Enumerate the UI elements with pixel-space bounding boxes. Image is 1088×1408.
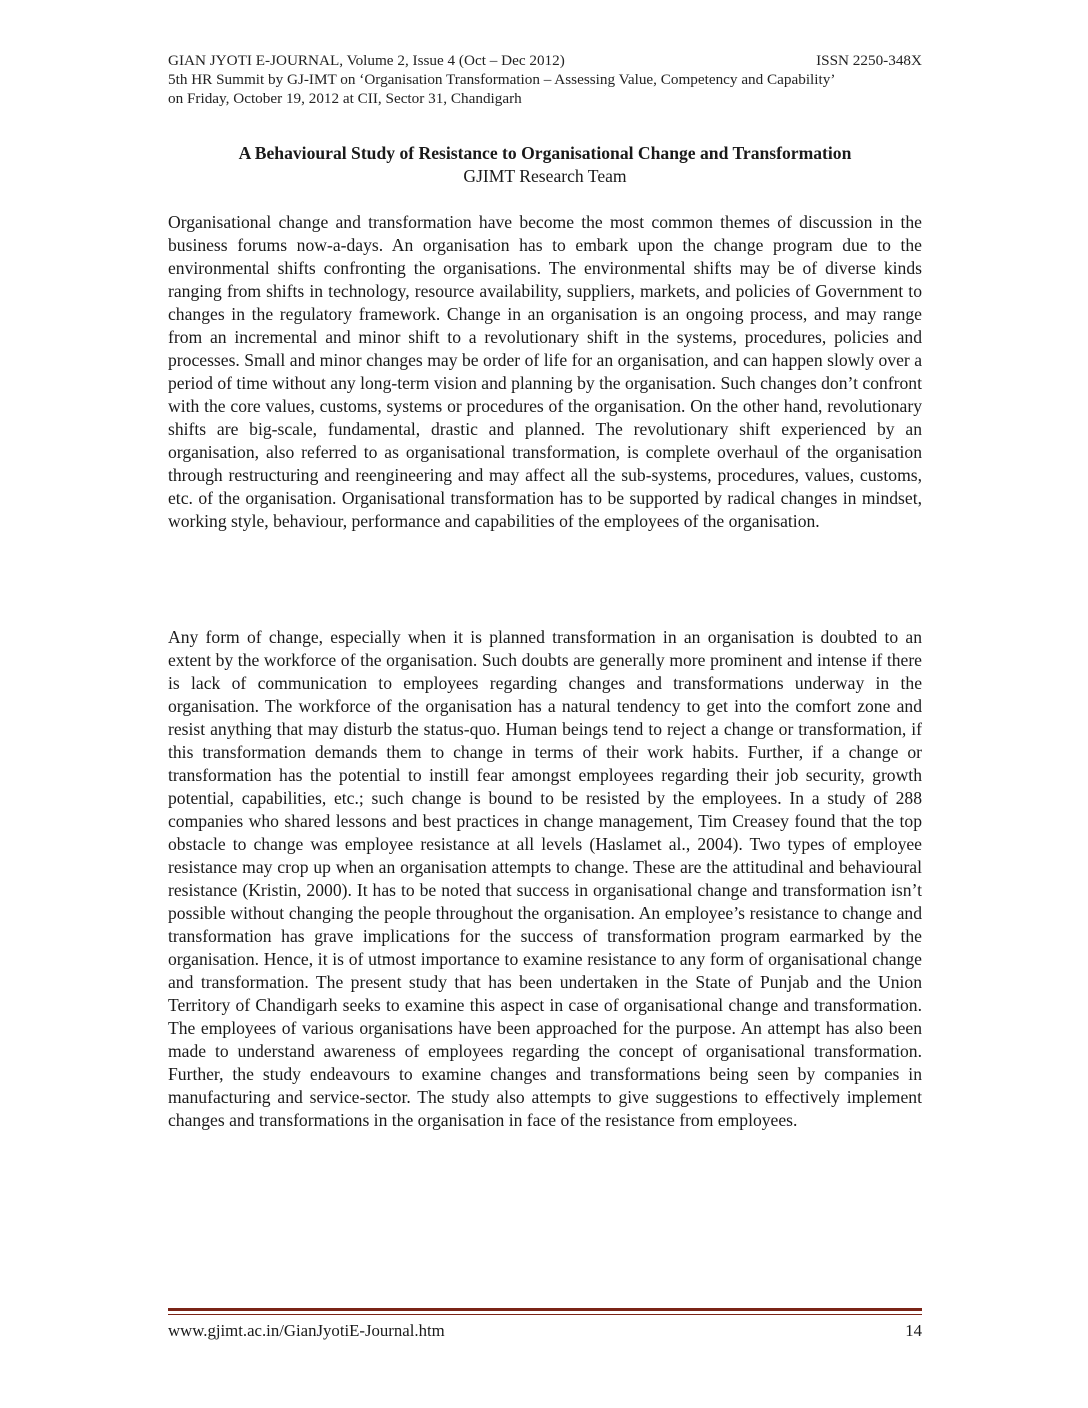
page-footer [168,1320,922,1342]
article-author: GJIMT Research Team [463,166,627,186]
body-paragraph-1: Organisational change and transformation have become the most common themes of discussion in the business forums now-a-days. An organisation has to embark upon the change program due to the environmental shifts confronting the organisations. The environmental shifts may be of diverse kinds ranging from shifts in technology, resource availability, suppliers, markets, and policies of Government to changes in the regulatory framework. Change in an organisation is an ongoing process, and may range from an incremental and minor shift to a revolutionary shift in the systems, procedures, policies and processes. Small and minor changes may be order of life for an organisation, and can happen slowly over a period of time without any long-term vision and planning by the organisation. Such changes don’t confront with the core values, customs, systems or procedures of the organisation. On the other hand, revolutionary shifts are big-scale, fundamental, drastic and planned. The revolutionary shift experienced by an organisation, also referred to as organisational transformation, is complete overhaul of the organisation through restructuring and reengineering and may affect all the sub-systems, procedures, values, customs, etc. of the organisation. Organisational transformation has to be supported by radical changes in mindset, working style, behaviour, performance and capabilities of the employees of the organisation. [168,212,922,531]
journal-name: GIAN JYOTI E-JOURNAL, Volume 2, Issue 4 (Oct – Dec 2012) [168,52,565,69]
footer-rule-thin [168,1314,922,1315]
footer-rule-thick [168,1308,922,1311]
venue-line: on Friday, October 19, 2012 at CII, Sector 31, Chandigarh [168,90,522,107]
running-header-line-1 [168,51,922,70]
article-title: A Behavioural Study of Resistance to Organisational Change and Transformation [238,143,852,163]
body-paragraph-2: Any form of change, especially when it is planned transformation in an organisation is doubted to an extent by the workforce of the organisation. Such doubts are generally more prominent and intense if there is lack of communication to employees regarding changes and transformations underway in the organisation. The workforce of the organisation has a natural tendency to get into the comfort zone and resist anything that may disturb the status-quo. Human beings tend to reject a change or transformation, if this transformation demands them to change in terms of their work habits. Further, if a change or transformation has the potential to instill fear amongst employees regarding their job security, growth potential, capabilities, etc.; such change is bound to be resisted by the employees. In a study of 288 companies who shared lessons and best practices in change management, Tim Creasey found that the top obstacle to change was employee resistance at all levels (Haslamet al., 2004). Two types of employee resistance may crop up when an organisation attempts to change. These are the attitudinal and behavioural resistance (Kristin, 2000). It has to be noted that success in organisational change and transformation isn’t possible without changing the people throughout the organisation. An employee’s resistance to change and transformation has grave implications for the success of transformation program earmarked by the organisation. Hence, it is of utmost importance to examine resistance to any form of organisational change and transformation. The present study that has been undertaken in the State of Punjab and the Union Territory of Chandigarh seeks to examine this aspect in case of organisational change and transformation. The employees of various organisations have been approached for the purpose. An attempt has also been made to understand awareness of employees regarding the concept of organisational transformation. Further, the study endeavours to examine changes and transformations being seen by companies in manufacturing and service-sector. The study also attempts to give suggestions to effectively implement changes and transformations in the organisation in face of the resistance from employees. [168,627,922,1130]
issn: ISSN 2250-348X [816,52,922,69]
page-number: 14 [905,1321,922,1340]
journal-url[interactable]: www.gjimt.ac.in/GianJyotiE-Journal.htm [168,1321,445,1340]
summit-line: 5th HR Summit by GJ-IMT on ‘Organisation Transformation – Assessing Value, Competency and Capability’ [168,71,836,88]
